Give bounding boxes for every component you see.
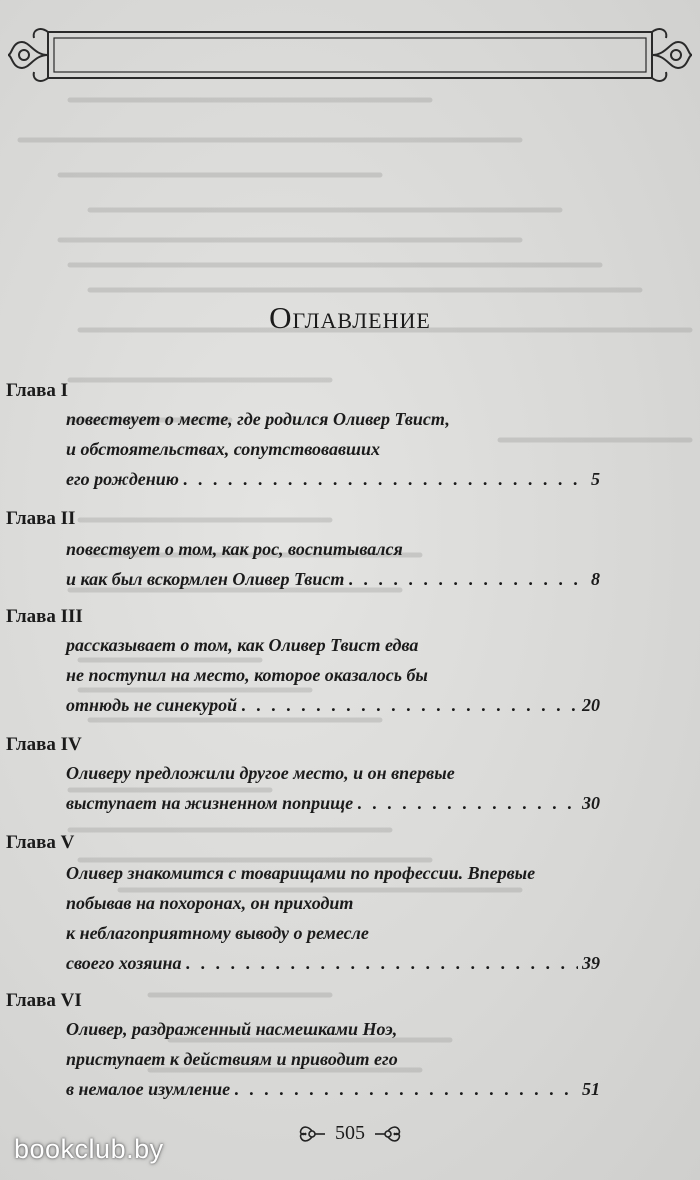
entry-line: к неблагоприятному выводу о ремесле (66, 923, 369, 943)
entry-line: приступает к действиям и приводит его (66, 1049, 398, 1069)
entry-last-line (66, 788, 600, 818)
dot-leader (234, 1074, 578, 1104)
dot-leader (186, 948, 578, 978)
page-number: 20 (582, 695, 600, 715)
toc-title: Оглавление (269, 300, 431, 335)
entry-last-line (66, 690, 600, 720)
entry-line: не поступил на место, которое оказалось бы (66, 665, 428, 685)
page-number: 51 (582, 1079, 600, 1099)
entry-line: своего хозяина (66, 953, 182, 973)
entry-line: повествует о том, как рос, воспитывался (66, 539, 403, 559)
page-number: 5 (591, 469, 600, 489)
folio (250, 1122, 450, 1145)
entry-line: Оливер знакомится с товарищами по профессии. Впервые (66, 863, 536, 883)
fleuron-right-icon (373, 1125, 403, 1143)
chapter-heading: Глава IV (6, 734, 82, 755)
entry-line: выступает на жизненном поприще (66, 793, 354, 813)
chapter-entry (66, 1014, 600, 1104)
ornamental-header-frame (4, 22, 696, 88)
entry-last-line (66, 948, 600, 978)
entry-line: повествует о месте, где родился Оливер Твист, (66, 409, 450, 429)
chapter-entry (66, 630, 600, 720)
dot-leader (241, 690, 578, 720)
entry-line: в немалое изумление (66, 1079, 231, 1099)
chapter-entry (66, 858, 600, 978)
chapter-heading: Глава VI (6, 990, 82, 1011)
entry-line: его рождению (66, 469, 179, 489)
entry-line: Оливер, раздраженный насмешками Ноэ, (66, 1019, 398, 1039)
entry-last-line (66, 564, 600, 594)
entry-line: и обстоятельствах, сопутствовавших (66, 439, 381, 459)
dot-leader (183, 464, 587, 494)
entry-line: рассказывает о том, как Оливер Твист едва (66, 635, 419, 655)
entry-last-line (66, 464, 600, 494)
chapter-heading: Глава V (6, 832, 75, 853)
chapter-heading: Глава I (6, 380, 69, 401)
folio-number: 505 (335, 1122, 365, 1144)
fleuron-left-icon (297, 1125, 327, 1143)
page-number: 8 (591, 569, 600, 589)
entry-line: отнюдь не синекурой (66, 695, 238, 715)
entry-last-line (66, 1074, 600, 1104)
dot-leader (357, 788, 578, 818)
page-number: 39 (582, 953, 600, 973)
entry-line: побывав на похоронах, он приходит (66, 893, 354, 913)
dot-leader (348, 564, 587, 594)
entry-line: и как был вскормлен Оливер Твист (66, 569, 345, 589)
chapter-entry (66, 404, 600, 494)
watermark: bookclub.by (14, 1134, 164, 1164)
chapter-heading: Глава III (6, 606, 83, 627)
entry-line: Оливеру предложили другое место, и он впервые (66, 763, 455, 783)
chapter-heading: Глава II (6, 508, 76, 529)
chapter-entry (66, 534, 600, 594)
chapter-entry (66, 758, 600, 818)
page-number: 30 (582, 793, 600, 813)
